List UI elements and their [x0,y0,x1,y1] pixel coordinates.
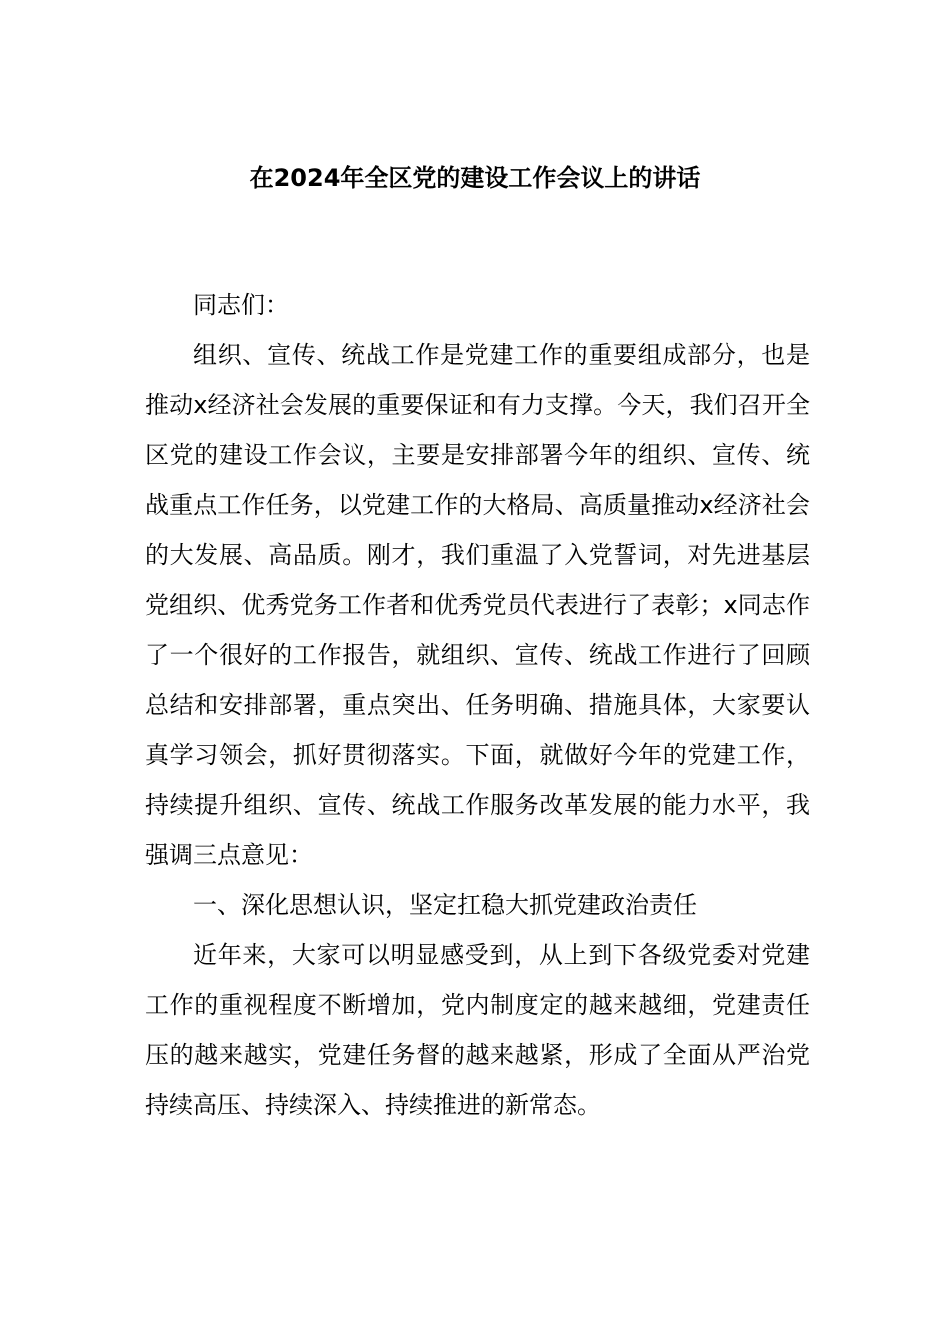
section-heading-1: 一、深化思想认识，坚定扛稳大抓党建政治责任 [193,891,697,919]
document-title: 在2024年全区党的建设工作会议上的讲话 [249,164,701,192]
salutation-paragraph: 同志们： [193,291,289,319]
intro-paragraph: 组织、宣传、统战工作是党建工作的重要组成部分，也是推动x经济社会发展的重要保证和有力支撑。今天，我们召开全区党的建设工作会议，主要是安排部署今年的组织、宣传、统战重点工作任务，以党建工作的大格局、高质量推动x经济社会的大发展、高品质。刚才，我们重温了入党誓词，对先进基层党组织、优秀党务工作者和优秀党员代表进行了表彰；x同志作了一个很好的工作报告，就组织、宣传、统战工作进行了回顾总结和安排部署，重点突出、任务明确、措施具体，大家要认真学习领会，抓好贯彻落实。下面，就做好今年的党建工作，持续提升组织、宣传、统战工作服务改革发展的能力水平，我强调三点意见： [145,341,810,869]
document-body [145,280,810,1130]
section-1-paragraph: 近年来，大家可以明显感受到，从上到下各级党委对党建工作的重视程度不断增加，党内制度定的越来越细，党建责任压的越来越实，党建任务督的越来越紧，形成了全面从严治党持续高压、持续深入、持续推进的新常态。 [145,941,810,1119]
